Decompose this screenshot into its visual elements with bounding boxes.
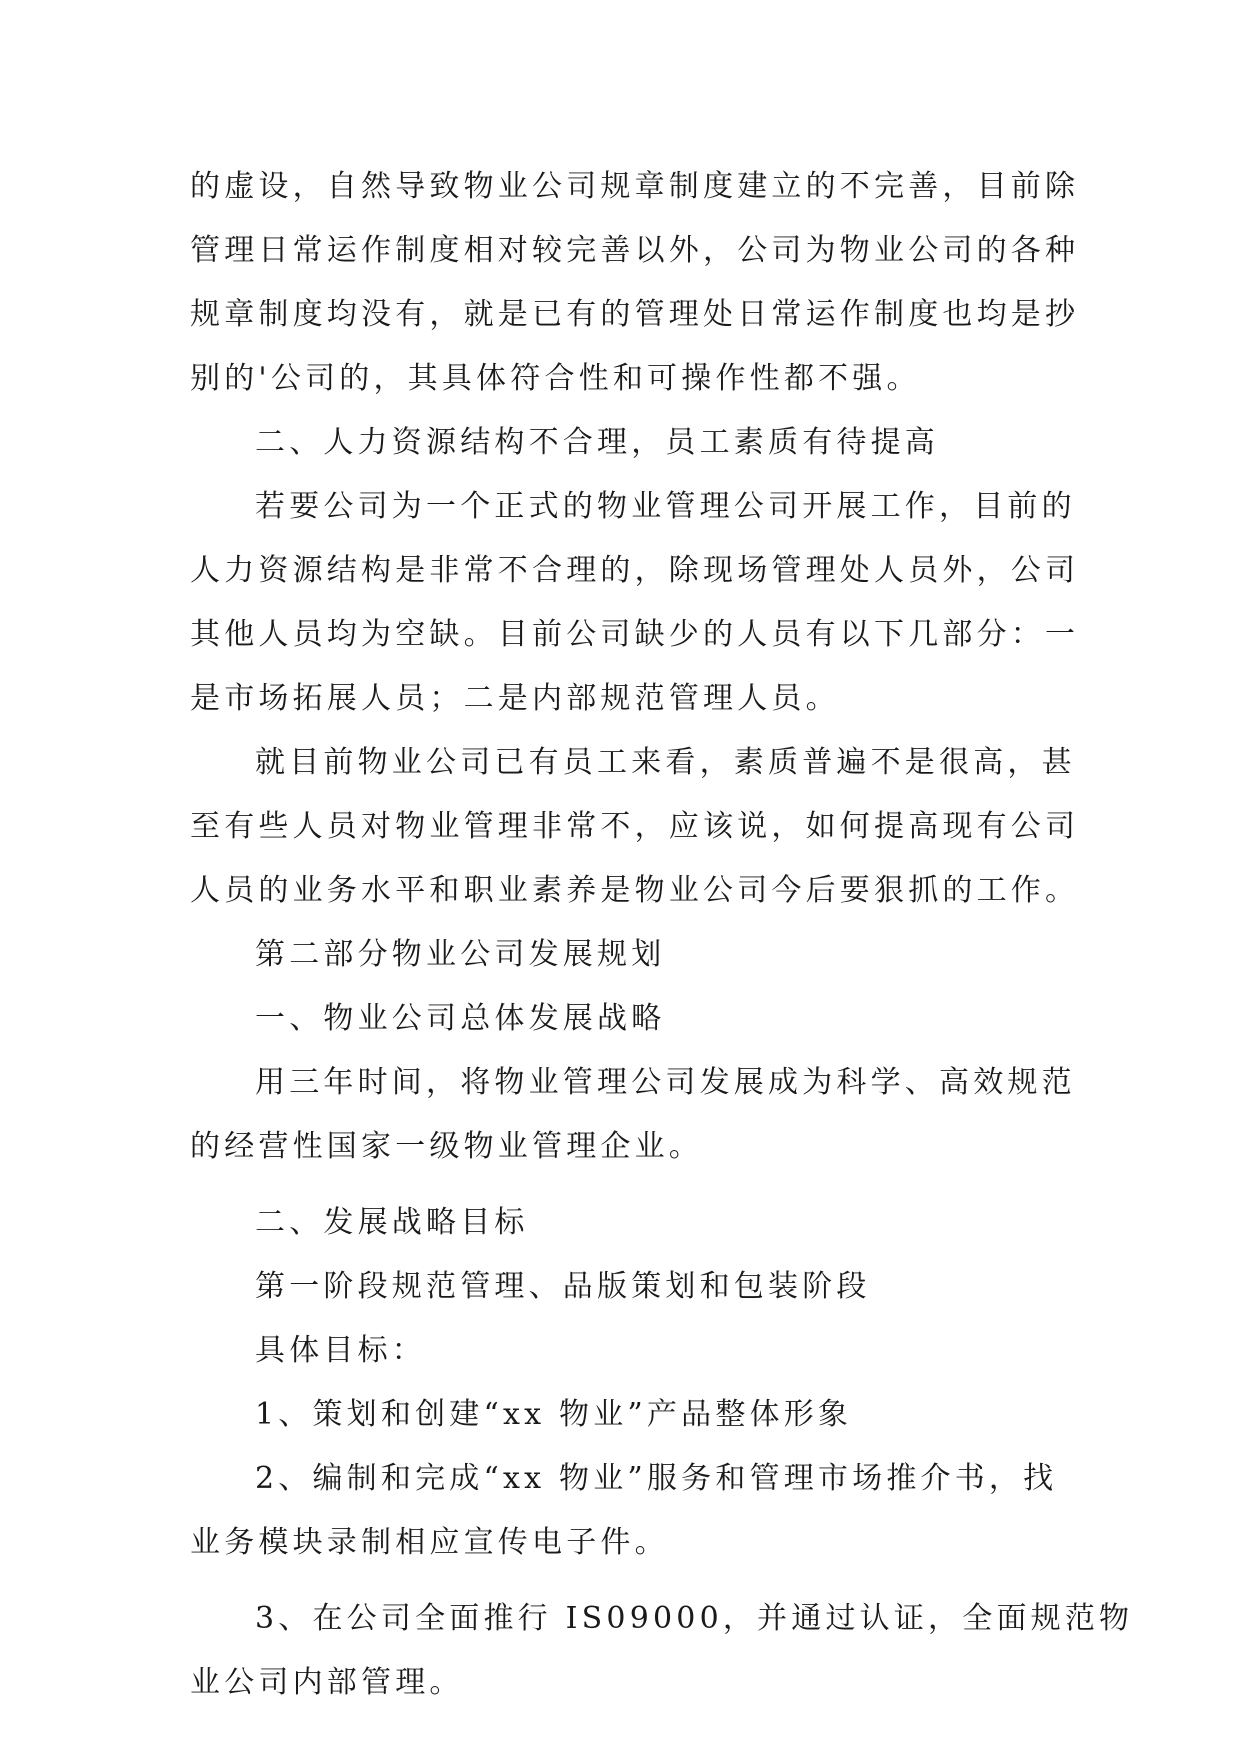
text-line: 就目前物业公司已有员工来看，素质普遍不是很高，甚 <box>255 745 1076 780</box>
section-heading: 一、物业公司总体发展战略 <box>255 1001 666 1036</box>
list-item: 3、在公司全面推行 IS09000，并通过认证，全面规范物 <box>255 1601 1134 1636</box>
text-line: 至有些人员对物业管理非常不，应该说，如何提高现有公司 <box>190 809 1080 844</box>
part-heading: 第二部分物业公司发展规划 <box>255 937 666 972</box>
text-line: 人员的业务水平和职业素养是物业公司今后要狠抓的工作。 <box>190 873 1080 908</box>
section-heading: 二、发展战略目标 <box>255 1205 529 1240</box>
text-line: 业务模块录制相应宣传电子件。 <box>190 1525 669 1560</box>
text-line: 管理日常运作制度相对较完善以外，公司为物业公司的各种 <box>190 233 1080 268</box>
list-item: 2、编制和完成“xx 物业”服务和管理市场推介书，找 <box>255 1461 1058 1496</box>
spacer <box>190 1575 1050 1587</box>
text-line: 是市场拓展人员；二是内部规范管理人员。 <box>190 681 840 716</box>
text-line: 的虚设，自然导致物业公司规章制度建立的不完善，目前除 <box>190 169 1080 204</box>
text-line: 其他人员均为空缺。目前公司缺少的人员有以下几部分：一 <box>190 617 1080 652</box>
text-line: 别的'公司的，其具体符合性和可操作性都不强。 <box>190 361 921 396</box>
document-body <box>190 155 1134 1715</box>
text-line: 规章制度均没有，就是已有的管理处日常运作制度也均是抄 <box>190 297 1080 332</box>
text-line: 若要公司为一个正式的物业管理公司开展工作，目前的 <box>255 489 1076 524</box>
spacer <box>190 1179 1050 1191</box>
section-heading: 二、人力资源结构不合理，员工素质有待提高 <box>255 425 939 460</box>
text-line: 的经营性国家一级物业管理企业。 <box>190 1129 703 1164</box>
text-line: 用三年时间，将物业管理公司发展成为科学、高效规范 <box>255 1065 1076 1100</box>
stage-heading: 第一阶段规范管理、品版策划和包装阶段 <box>255 1269 871 1304</box>
text-line: 业公司内部管理。 <box>190 1665 464 1700</box>
text-line: 具体目标： <box>255 1333 426 1368</box>
list-item: 1、策划和创建“xx 物业”产品整体形象 <box>255 1397 853 1432</box>
text-line: 人力资源结构是非常不合理的，除现场管理处人员外，公司 <box>190 553 1080 588</box>
